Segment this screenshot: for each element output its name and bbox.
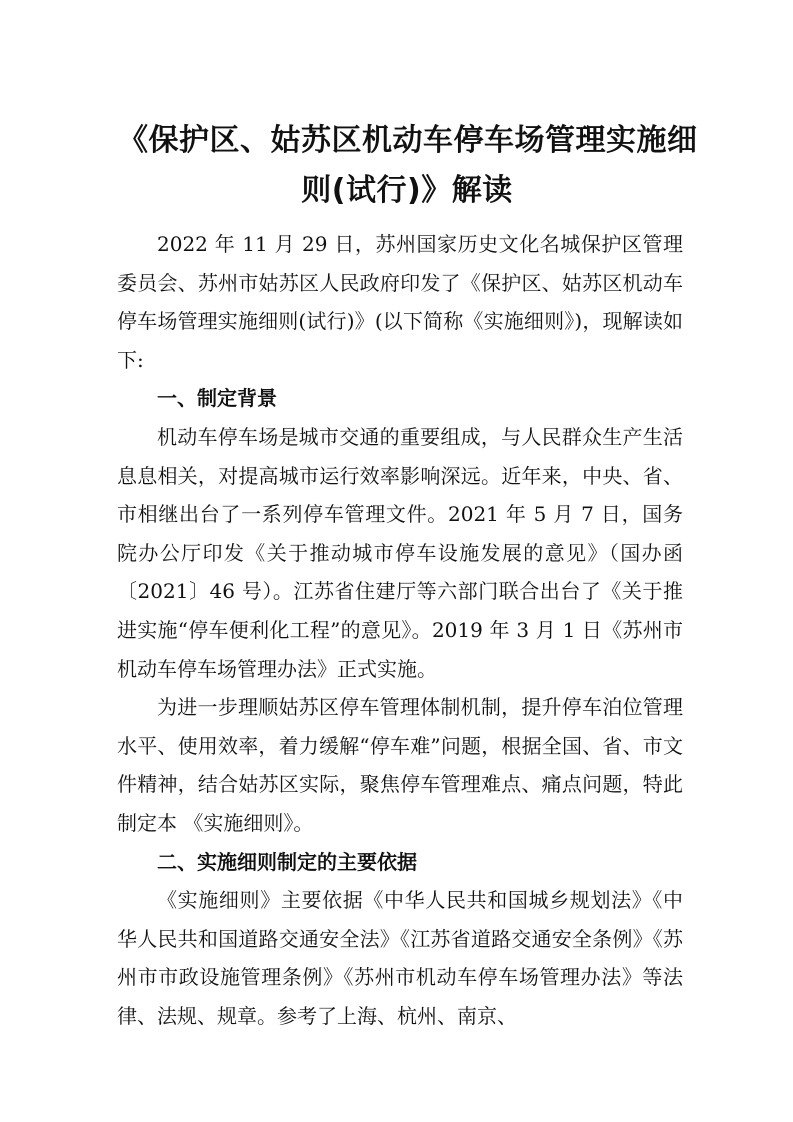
title-line-1: 《保护区、姑苏区机动车停车场管理实施细: [118, 123, 698, 159]
basis-paragraph: 《实施细则》主要依据《中华人民共和国城乡规划法》《中华人民共和国道路交通安全法》《江苏省道路交通安全条例》《苏州市市政设施管理条例》《苏州市机动车停车场管理办法》等法律、法规、规章。参考了上海、杭州、南京、: [117, 888, 683, 1028]
background-paragraph-1: 机动车停车场是城市交通的重要组成，与人民群众生产生活息息相关，对提高城市运行效率影响深远。近年来，中央、省、市相继出台了一系列停车管理文件。2021 年 5 月 7 日，国务院办公厅印发《关于推动城市停车设施发展的意见》（国办函〔2021〕46 号）。江苏省住建厅等六部门联合出台了《关于推进实施“停车便利化工程”的意见》。2019 年 3 月 1 日《苏州市机动车停车场管理办法》正式实施。: [117, 424, 683, 681]
title-line-2: 则(试行)》解读: [301, 173, 513, 209]
section-heading-basis: 二、实施细则制定的主要依据: [157, 849, 417, 874]
document-body: [117, 225, 683, 1035]
intro-paragraph: 2022 年 11 月 29 日，苏州国家历史文化名城保护区管理委员会、苏州市姑苏区人民政府印发了《保护区、姑苏区机动车停车场管理实施细则(试行)》(以下简称《实施细则》)，现解读如下:: [117, 232, 683, 372]
background-paragraph-2: 为进一步理顺姑苏区停车管理体制机制，提升停车泊位管理水平、使用效率，着力缓解“停车难”问题，根据全国、省、市文件精神，结合姑苏区实际，聚焦停车管理难点、痛点问题，特此制定本 《实施细则》。: [117, 695, 683, 835]
document-title: [118, 116, 698, 216]
section-heading-background: 一、制定背景: [157, 386, 277, 411]
